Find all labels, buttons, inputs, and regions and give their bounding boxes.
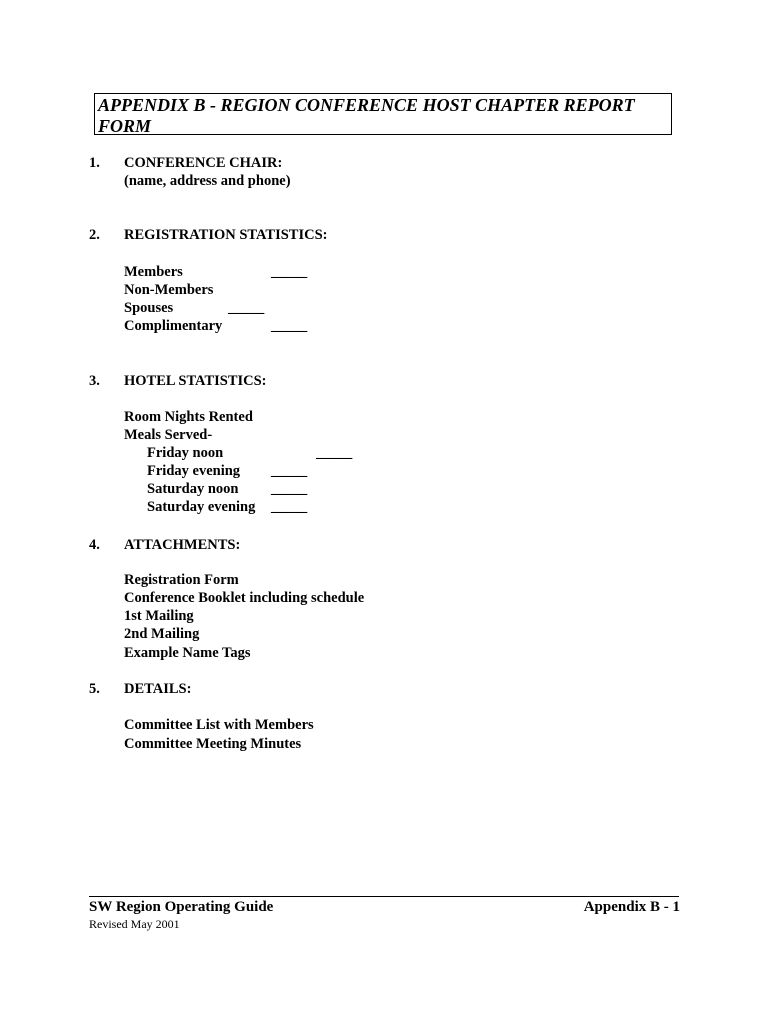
footer-guide-title: SW Region Operating Guide bbox=[89, 899, 274, 915]
meal-friday-noon-blank[interactable]: _____ bbox=[316, 445, 353, 461]
footer-revised-date: Revised May 2001 bbox=[89, 917, 180, 931]
attachment-item: Example Name Tags bbox=[124, 645, 251, 661]
attachment-item: Registration Form bbox=[124, 572, 239, 588]
meal-friday-evening-label: Friday evening bbox=[147, 463, 241, 479]
section-4-number: 4. bbox=[89, 537, 100, 553]
hotel-room-nights-label: Room Nights Rented bbox=[124, 409, 253, 425]
meal-friday-noon-label: Friday noon bbox=[147, 445, 224, 461]
section-3-number: 3. bbox=[89, 373, 100, 389]
attachment-item: Conference Booklet including schedule bbox=[124, 590, 365, 606]
section-5-number: 5. bbox=[89, 681, 100, 697]
section-5-heading: DETAILS: bbox=[124, 681, 192, 697]
section-1-subheading: (name, address and phone) bbox=[124, 173, 291, 189]
page-title: APPENDIX B - REGION CONFERENCE HOST CHAPTER REPORT FORM bbox=[98, 95, 635, 136]
hotel-meals-served-label: Meals Served- bbox=[124, 427, 213, 443]
attachment-item: 1st Mailing bbox=[124, 608, 194, 624]
attachment-item: 2nd Mailing bbox=[124, 626, 200, 642]
section-2-number: 2. bbox=[89, 227, 100, 243]
section-4-heading: ATTACHMENTS: bbox=[124, 537, 241, 553]
meal-saturday-noon-label: Saturday noon bbox=[147, 481, 239, 497]
footer-divider bbox=[89, 896, 679, 897]
registration-spouses-blank[interactable]: _____ bbox=[228, 300, 265, 316]
meal-friday-evening-blank[interactable]: _____ bbox=[271, 463, 308, 479]
section-1-number: 1. bbox=[89, 155, 100, 171]
meal-saturday-noon-blank[interactable]: _____ bbox=[271, 481, 308, 497]
footer-page-number: Appendix B - 1 bbox=[583, 899, 680, 915]
registration-nonmembers-label: Non-Members bbox=[124, 282, 214, 298]
registration-complimentary-label: Complimentary bbox=[124, 318, 223, 334]
details-item: Committee Meeting Minutes bbox=[124, 736, 302, 752]
meal-saturday-evening-label: Saturday evening bbox=[147, 499, 256, 515]
section-2-heading: REGISTRATION STATISTICS: bbox=[124, 227, 328, 243]
title-box bbox=[94, 93, 672, 135]
registration-spouses-label: Spouses bbox=[124, 300, 174, 316]
registration-members-label: Members bbox=[124, 264, 183, 280]
registration-complimentary-blank[interactable]: _____ bbox=[271, 318, 308, 334]
section-1-heading: CONFERENCE CHAIR: bbox=[124, 155, 283, 171]
registration-members-blank[interactable]: _____ bbox=[271, 264, 308, 280]
meal-saturday-evening-blank[interactable]: _____ bbox=[271, 499, 308, 515]
section-3-heading: HOTEL STATISTICS: bbox=[124, 373, 267, 389]
details-item: Committee List with Members bbox=[124, 717, 314, 733]
